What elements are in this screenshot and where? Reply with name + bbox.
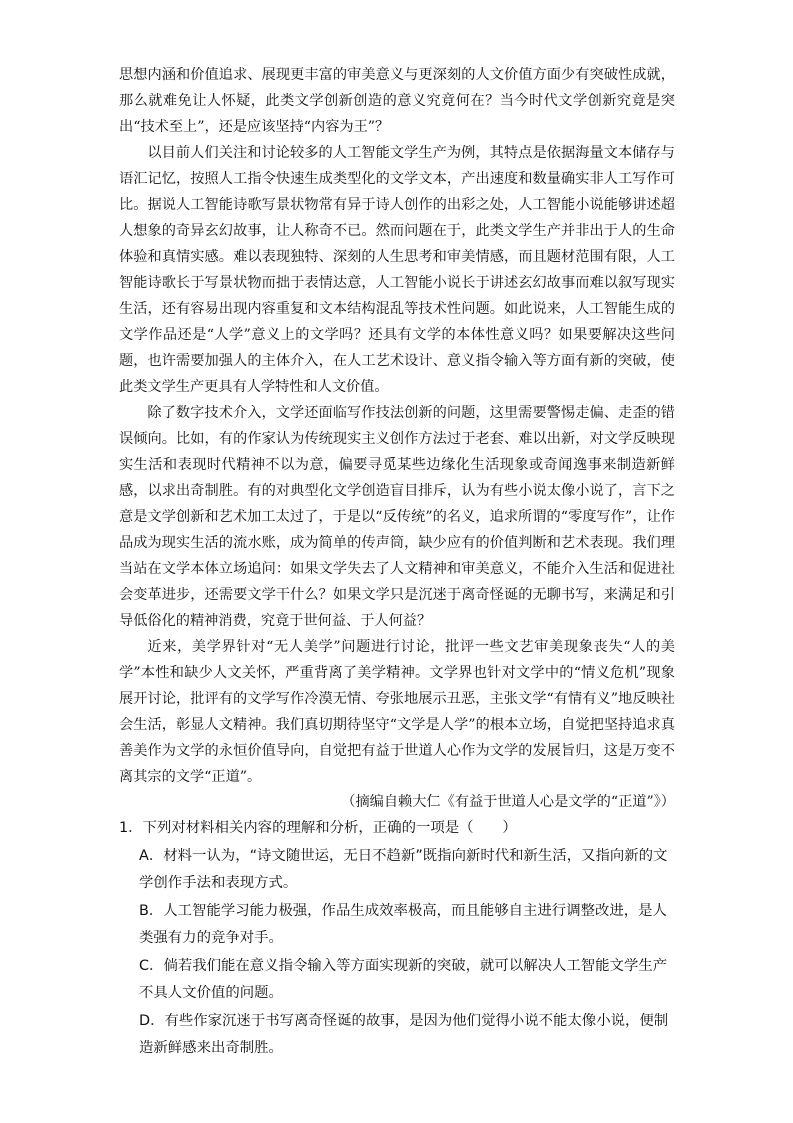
passage-paragraph: 思想内涵和价值追求、展现更丰富的审美意义与更深刻的人文价值方面少有突破性成就，那么就难免让人怀疑，此类文学创新创造的意义究竟何在？当今时代文学创新究竟是突出“技术至上”，还是应该坚持“内容为王”？: [119, 67, 675, 135]
passage-paragraph: 除了数字技术介入，文学还面临写作技法创新的问题，这里需要警惕走偏、走歪的错误倾向。比如，有的作家认为传统现实主义创作方法过于老套、难以出新，对文学反映现实生活和表现时代精神不以为意，偏要寻觅某些边缘化生活现象或奇闻逸事来制造新鲜感，以求出奇制胜。有的对典型化文学创造盲目排斥，认为有些小说太像小说了，言下之意是文学创新和艺术加工太过了，于是以“反传统”的名义，追求所谓的“零度写作”，让作品成为现实生活的流水账，成为简单的传声筒，缺少应有的价值判断和艺术表现。我们理当站在文学本体立场追问：如果文学失去了人文精神和审美意义，不能介入生活和促进社会变革进步，还需要文学干什么？如果文学只是沉迷于离奇怪诞的无聊书写，来满足和引导低俗化的精神消费，究竟于世何益、于人何益？: [119, 405, 675, 629]
passage-paragraph: 以目前人们关注和讨论较多的人工智能文学生产为例，其特点是依据海量文本储存与语汇记忆，按照人工指令快速生成类型化的文学文本，产出速度和数量确实非人工写作可比。据说人工智能诗歌写景状物常有异于诗人创作的出彩之处，人工智能小说能够讲述超人想象的奇异玄幻故事，让人称奇不已。然而问题在于，此类文学生产并非出于人的生命体验和真情实感。难以表现独特、深刻的人生思考和审美情感，而且题材范围有限，人工智能诗歌长于写景状物而拙于表情达意，人工智能小说长于讲述玄幻故事而难以叙写现实生活，还有容易出现内容重复和文本结构混乱等技术性问题。如此说来，人工智能生成的文学作品还是“人学”意义上的文学吗？还具有文学的本体性意义吗？如果要解决这些问题，也许需要加强人的主体介入，在人工艺术设计、意义指令输入等方面有新的突破，使此类文学生产更具有人学特性和人文价值。: [119, 145, 675, 395]
reading-passage: [119, 62, 675, 790]
option-c: C．倘若我们能在意义指令输入等方面实现新的突破，就可以解决人工智能文学生产不具人文价值的问题。: [139, 957, 668, 1001]
option-b: B．人工智能学习能力极强，作品生成效率极高，而且能够自主进行调整改进，是人类强有力的竞争对手。: [139, 902, 667, 946]
passage-paragraph: 近来，美学界针对“无人美学”问题进行讨论，批评一些文艺审美现象丧失“人的美学”本性和缺少人文关怀，严重背离了美学精神。文学界也针对文学中的“情义危机”现象展开讨论，批评有的文学写作冷漠无情、夸张地展示丑恶，主张文学“有情有义”地反映社会生活，彰显人文精神。我们真切期待坚守“文学是人学”的根本立场，自觉把坚持追求真善美作为文学的永恒价值导向，自觉把有益于世道人心作为文学的发展旨归，这是万变不离其宗的文学“正道”。: [119, 639, 675, 785]
option-d: D．有些作家沉迷于书写离奇怪诞的故事，是因为他们觉得小说不能太像小说，便制造新鲜感来出奇制胜。: [139, 1012, 669, 1056]
question-1: [119, 815, 679, 1063]
source-citation: （摘编自赖大仁《有益于世道人心是文学的“正道”》）: [341, 794, 675, 810]
option-a: A．材料一认为，“诗文随世运，无日不趋新”既指向新时代和新生活，又指向新的文学创作手法和表现方式。: [139, 847, 668, 891]
question-stem: 1．下列对材料相关内容的理解和分析，正确的一项是（ ）: [119, 820, 517, 836]
